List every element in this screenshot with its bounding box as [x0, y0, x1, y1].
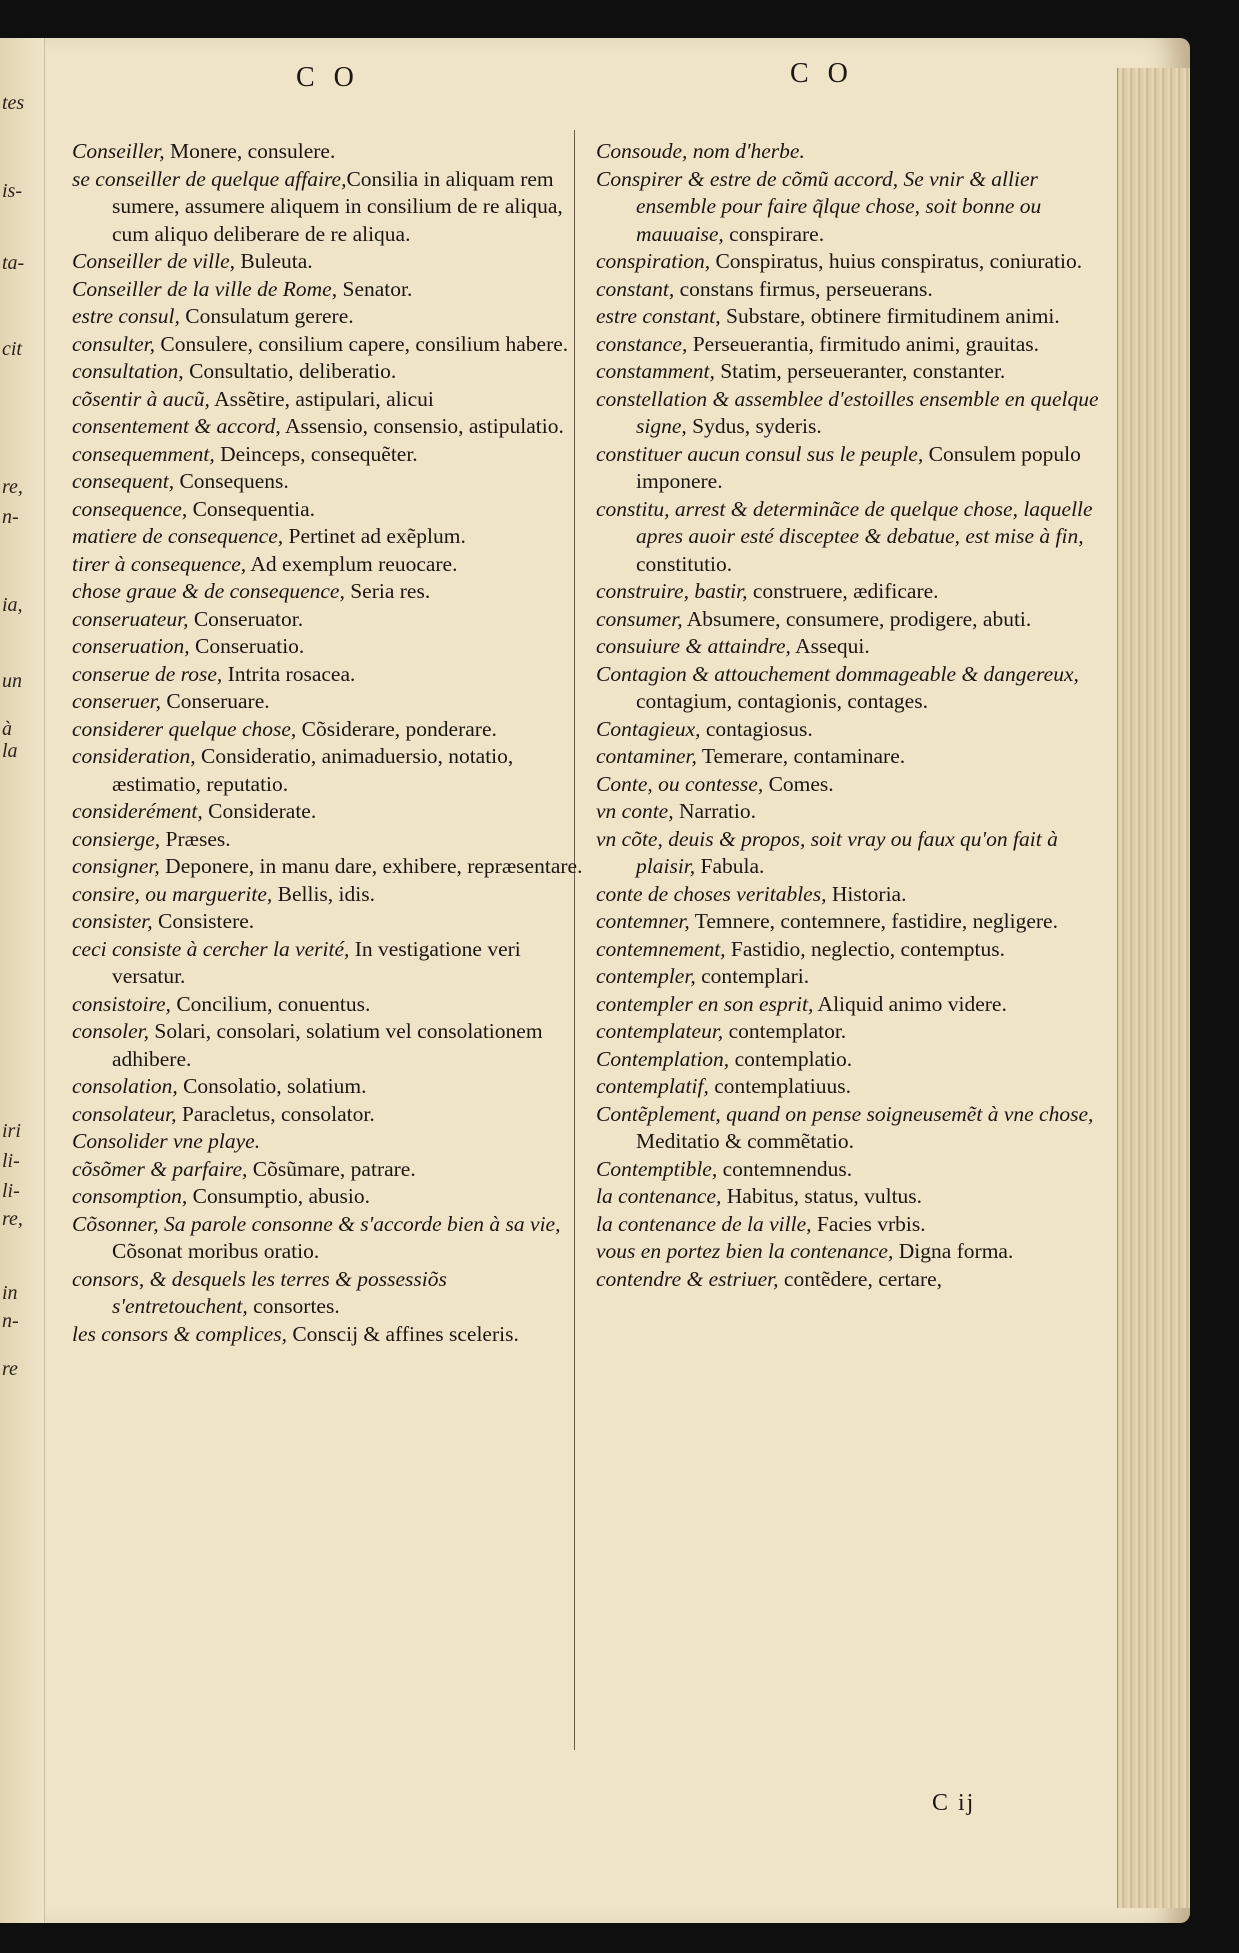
french-headword: consequence,	[72, 496, 188, 521]
dictionary-entry	[596, 578, 1108, 606]
latin-gloss: Habitus, status, vultus.	[721, 1184, 923, 1208]
dictionary-entry	[72, 358, 587, 386]
latin-gloss: contemplatio.	[729, 1046, 853, 1071]
latin-gloss: Absumere, consumere, prodigere, abuti.	[682, 606, 1032, 631]
french-headword: Contẽplement, quand on pense soigneusemẽt à vne chose,	[596, 1101, 1094, 1126]
latin-gloss: Assensio, consensio, astipulatio.	[280, 414, 564, 438]
french-headword: la contenance de la ville,	[596, 1211, 812, 1236]
dictionary-entry	[596, 798, 1108, 826]
latin-gloss: contemnendus.	[717, 1156, 853, 1181]
dictionary-entry	[596, 386, 1108, 441]
dictionary-entry	[72, 826, 587, 854]
dictionary-entry	[596, 963, 1108, 991]
french-headword: Contemplation,	[596, 1046, 730, 1071]
french-headword: consire, ou marguerite,	[72, 881, 273, 906]
french-headword: conte de choses veritables,	[596, 881, 827, 906]
dictionary-entry	[596, 166, 1108, 249]
french-headword: constamment,	[596, 359, 715, 383]
dictionary-entry	[72, 441, 587, 469]
french-headword: consequent,	[72, 469, 175, 493]
dictionary-entry	[72, 578, 587, 606]
dictionary-entry	[596, 743, 1108, 771]
left-column	[72, 138, 587, 1348]
latin-gloss: Assẽtire, astipulari, alicui	[209, 386, 434, 411]
french-headword: estre consul,	[72, 304, 180, 328]
french-headword: considerément,	[72, 799, 203, 823]
latin-gloss: Consequens.	[174, 469, 289, 493]
dictionary-entry	[596, 303, 1108, 331]
french-headword: constituer aucun consul sus le peuple,	[596, 441, 924, 466]
latin-gloss: Monere, consulere.	[164, 139, 336, 163]
latin-gloss: Meditatio & commẽtatio.	[636, 1129, 854, 1153]
dictionary-entry	[72, 633, 587, 661]
french-headword: consistoire,	[72, 991, 171, 1016]
dictionary-entry	[596, 276, 1108, 304]
french-headword: conseruation,	[72, 634, 190, 658]
french-headword: Consolider vne playe.	[72, 1129, 261, 1153]
latin-gloss: Substare, obtinere firmitudinem animi.	[720, 304, 1060, 328]
book-page	[0, 38, 1190, 1923]
latin-gloss: Conspiratus, huius conspiratus, coniuratio.	[710, 249, 1083, 273]
dictionary-entry	[72, 386, 587, 414]
dictionary-entry	[72, 688, 587, 716]
latin-gloss: Aliquid animo videre.	[813, 991, 1007, 1016]
french-headword: consolation,	[72, 1074, 178, 1098]
previous-page-margin	[0, 38, 45, 1923]
latin-gloss: Consolatio, solatium.	[177, 1074, 367, 1098]
french-headword: consolateur,	[72, 1101, 177, 1126]
dictionary-entry	[72, 468, 587, 496]
french-headword: constellation & assemblee d'estoilles ensemble en quelque signe,	[596, 386, 1099, 438]
dictionary-entry	[72, 716, 587, 744]
dictionary-entry	[596, 908, 1108, 936]
french-headword: consultation,	[72, 359, 184, 383]
latin-gloss: Cõsonat moribus oratio.	[112, 1239, 320, 1263]
latin-gloss: Historia.	[826, 881, 907, 906]
french-headword: cõsõmer & parfaire,	[72, 1156, 248, 1181]
french-headword: contemplateur,	[596, 1019, 724, 1043]
latin-gloss: In vestigatione veri versatur.	[112, 936, 521, 988]
french-headword: vn conte,	[596, 799, 674, 823]
french-headword: Conseiller,	[72, 139, 165, 163]
dictionary-entry	[596, 496, 1108, 579]
french-headword: estre constant,	[596, 304, 721, 328]
french-headword: consierge,	[72, 826, 161, 851]
latin-gloss: Narratio.	[673, 799, 756, 823]
running-head-right: C O	[790, 58, 854, 89]
french-headword: Conspirer & estre de cõmũ accord, Se vnir & allier ensemble pour faire q̃lque chose, soit bonne ou mauuaise,	[596, 166, 1042, 246]
latin-gloss: Comes.	[763, 771, 834, 796]
dictionary-entry	[72, 276, 587, 304]
dictionary-entry	[72, 798, 587, 826]
french-headword: Conte, ou contesse,	[596, 771, 764, 796]
french-headword: consentement & accord,	[72, 414, 281, 438]
french-headword: consors, & desquels les terres & possessiõs s'entretouchent,	[72, 1266, 447, 1318]
french-headword: consumer,	[596, 606, 683, 631]
previous-page-fragment: in	[2, 1282, 18, 1304]
latin-gloss: Conseruare.	[160, 689, 270, 713]
latin-gloss: Consistere.	[152, 909, 255, 933]
dictionary-entry	[72, 1101, 587, 1129]
dictionary-entry	[72, 1128, 587, 1156]
french-headword: chose graue & de consequence,	[72, 579, 345, 603]
french-headword: conserue de rose,	[72, 661, 223, 686]
latin-gloss: Facies vrbis.	[811, 1211, 926, 1236]
latin-gloss: contagiosus.	[700, 716, 813, 741]
dictionary-entry	[596, 826, 1108, 881]
dictionary-entry	[596, 1238, 1108, 1266]
french-headword: consequemment,	[72, 441, 215, 466]
french-headword: cõsentir à aucũ,	[72, 386, 210, 411]
dictionary-entry	[72, 853, 587, 881]
dictionary-entry	[596, 881, 1108, 909]
dictionary-entry	[72, 881, 587, 909]
dictionary-entry	[72, 1266, 587, 1321]
latin-gloss: construere, ædificare.	[747, 579, 939, 603]
latin-gloss: Concilium, conuentus.	[170, 991, 371, 1016]
dictionary-entry	[72, 413, 587, 441]
french-headword: considerer quelque chose,	[72, 716, 297, 741]
latin-gloss: contemplator.	[723, 1019, 847, 1043]
previous-page-fragment: un	[2, 670, 22, 692]
french-headword: Contemptible,	[596, 1156, 718, 1181]
latin-gloss: Ad exemplum reuocare.	[246, 551, 458, 576]
dictionary-entry	[596, 1266, 1108, 1294]
french-headword: vn cõte, deuis & propos, soit vray ou faux qu'on fait à plaisir,	[596, 826, 1058, 878]
latin-gloss: Buleuta.	[235, 249, 313, 273]
dictionary-entry	[72, 1156, 587, 1184]
french-headword: consoler,	[72, 1019, 150, 1043]
dictionary-entry	[72, 1073, 587, 1101]
latin-gloss: Consulere, consilium capere, consilium habere.	[155, 331, 569, 356]
dictionary-entry	[596, 441, 1108, 496]
french-headword: contemnement,	[596, 936, 726, 961]
french-headword: consister,	[72, 909, 153, 933]
previous-page-fragment: re	[2, 1358, 18, 1380]
dictionary-entry	[72, 523, 587, 551]
dictionary-entry	[596, 936, 1108, 964]
french-headword: tirer à consequence,	[72, 551, 247, 576]
latin-gloss: Assequi.	[790, 634, 870, 658]
latin-gloss: conspirare.	[723, 221, 825, 246]
french-headword: Conseiller de ville,	[72, 249, 236, 273]
dictionary-entry	[72, 1183, 587, 1211]
previous-page-fragment: iri	[2, 1120, 21, 1142]
latin-gloss: contẽdere, certare,	[778, 1266, 943, 1291]
previous-page-fragment: cit	[2, 338, 22, 360]
dictionary-entry	[596, 1211, 1108, 1239]
dictionary-entry	[72, 606, 587, 634]
french-headword: Contagieux,	[596, 716, 701, 741]
latin-gloss: Deinceps, consequẽter.	[214, 441, 418, 466]
running-head-left: C O	[296, 62, 360, 93]
latin-gloss: Temerare, contaminare.	[696, 744, 906, 768]
dictionary-entry	[596, 1046, 1108, 1074]
dictionary-entry	[72, 166, 587, 249]
latin-gloss: Consultatio, deliberatio.	[183, 359, 397, 383]
dictionary-entry	[596, 716, 1108, 744]
french-headword: consideration,	[72, 744, 196, 768]
previous-page-fragment: is-	[2, 180, 22, 202]
dictionary-entry	[72, 248, 587, 276]
dictionary-entry	[596, 1156, 1108, 1184]
french-headword: conseruer,	[72, 689, 161, 713]
french-headword: matiere de consequence,	[72, 524, 284, 548]
dictionary-entry	[72, 743, 587, 798]
previous-page-fragment: tes	[2, 92, 25, 114]
french-headword: se conseiller de quelque affaire,	[72, 166, 347, 191]
latin-gloss: Conscij & affines sceleris.	[286, 1321, 519, 1346]
dictionary-entry	[596, 1183, 1108, 1211]
dictionary-entry	[72, 991, 587, 1019]
latin-gloss: Considerate.	[202, 799, 317, 823]
latin-gloss: Seria res.	[344, 579, 431, 603]
french-headword: consomption,	[72, 1184, 188, 1208]
latin-gloss: Præses.	[160, 826, 231, 851]
latin-gloss: Consumptio, abusio.	[187, 1184, 371, 1208]
previous-page-fragment: li-	[2, 1150, 20, 1172]
latin-gloss: Consulatum gerere.	[179, 304, 354, 328]
french-headword: ceci consiste à cercher la verité,	[72, 936, 350, 961]
previous-page-fragment: re,	[2, 1208, 23, 1230]
french-headword: contemner,	[596, 909, 690, 933]
dictionary-entry	[72, 1321, 587, 1349]
dictionary-entry	[72, 138, 587, 166]
dictionary-entry	[596, 331, 1108, 359]
french-headword: contempler en son esprit,	[596, 991, 814, 1016]
dictionary-entry	[72, 908, 587, 936]
dictionary-entry	[72, 936, 587, 991]
previous-page-fragment: re,	[2, 476, 23, 498]
french-headword: conseruateur,	[72, 606, 189, 631]
previous-page-fragment: n-	[2, 506, 19, 528]
french-headword: construire, bastir,	[596, 579, 748, 603]
dictionary-entry	[72, 496, 587, 524]
signature-mark: C ij	[932, 1790, 976, 1816]
french-headword: constitu, arrest & determinãce de quelque chose, laquelle apres auoir esté disceptee & debatue, est mise à fin,	[596, 496, 1093, 548]
previous-page-fragment: n-	[2, 1310, 19, 1332]
latin-gloss: Consequentia.	[187, 496, 316, 521]
french-headword: consulter,	[72, 331, 156, 356]
dictionary-entry	[72, 661, 587, 689]
latin-gloss: Intrita rosacea.	[222, 661, 356, 686]
latin-gloss: Fastidio, neglectio, contemptus.	[725, 936, 1006, 961]
latin-gloss: contemplari.	[695, 964, 810, 988]
dictionary-entry	[596, 358, 1108, 386]
latin-gloss: contemplatiuus.	[708, 1074, 851, 1098]
dictionary-entry	[72, 331, 587, 359]
french-headword: les consors & complices,	[72, 1321, 287, 1346]
french-headword: contaminer,	[596, 744, 697, 768]
french-headword: contendre & estriuer,	[596, 1266, 779, 1291]
dictionary-entry	[596, 248, 1108, 276]
dictionary-entry	[72, 551, 587, 579]
latin-gloss: Consulem populo imponere.	[636, 441, 1081, 493]
latin-gloss: Paracletus, consolator.	[176, 1101, 375, 1126]
dictionary-entry	[596, 1101, 1108, 1156]
dictionary-entry	[596, 991, 1108, 1019]
previous-page-fragment: li-	[2, 1180, 20, 1202]
latin-gloss: Cõsiderare, ponderare.	[296, 716, 497, 741]
dictionary-entry	[596, 1073, 1108, 1101]
french-headword: consuiure & attaindre,	[596, 634, 791, 658]
latin-gloss: Consilia in aliquam rem sumere, assumere aliquem in consilium de re aliqua, cum aliquo deliberare de re aliqua.	[112, 166, 563, 246]
latin-gloss: Bellis, idis.	[272, 881, 375, 906]
french-headword: Cõsonner, Sa parole consonne & s'accorde bien à sa vie,	[72, 1211, 561, 1236]
french-headword: Contagion & attouchement dommageable & dangereux,	[596, 661, 1079, 686]
latin-gloss: Perseuerantia, firmitudo animi, grauitas.	[687, 331, 1040, 356]
french-headword: conspiration,	[596, 249, 711, 273]
latin-gloss: contagium, contagionis, contages.	[636, 689, 928, 713]
french-headword: constance,	[596, 331, 688, 356]
latin-gloss: Deponere, in manu dare, exhibere, repræsentare.	[159, 854, 583, 878]
french-headword: consigner,	[72, 854, 160, 878]
dictionary-entry	[72, 1211, 587, 1266]
previous-page-fragment: ta-	[2, 252, 25, 274]
latin-gloss: Consideratio, animaduersio, notatio, æstimatio, reputatio.	[112, 744, 514, 796]
right-column	[596, 138, 1108, 1293]
dictionary-entry	[596, 606, 1108, 634]
latin-gloss: Digna forma.	[893, 1239, 1014, 1263]
dictionary-entry	[596, 1018, 1108, 1046]
previous-page-fragment: à	[2, 718, 12, 740]
french-headword: Consoude, nom d'herbe.	[596, 139, 805, 163]
latin-gloss: Pertinet ad exẽplum.	[283, 524, 466, 548]
latin-gloss: Conseruator.	[188, 606, 304, 631]
latin-gloss: Senator.	[337, 276, 413, 301]
dictionary-entry	[596, 661, 1108, 716]
french-headword: Conseiller de la ville de Rome,	[72, 276, 338, 301]
latin-gloss: constans firmus, perseuerans.	[674, 276, 933, 301]
latin-gloss: Conseruatio.	[189, 634, 305, 658]
latin-gloss: Fabula.	[695, 854, 765, 878]
dictionary-entry	[72, 303, 587, 331]
latin-gloss: Cõsũmare, patrare.	[247, 1156, 416, 1181]
dictionary-entry	[596, 138, 1108, 166]
latin-gloss: constitutio.	[636, 551, 733, 576]
dictionary-entry	[596, 771, 1108, 799]
previous-page-fragment: ia,	[2, 594, 23, 616]
latin-gloss: Temnere, contemnere, fastidire, negligere.	[689, 909, 1058, 933]
page-edges	[1117, 68, 1190, 1908]
french-headword: contemplatif,	[596, 1074, 709, 1098]
previous-page-fragment: la	[2, 740, 18, 762]
dictionary-entry	[72, 1018, 587, 1073]
latin-gloss: Statim, perseueranter, constanter.	[714, 359, 1006, 383]
dictionary-entry	[596, 633, 1108, 661]
latin-gloss: Sydus, syderis.	[686, 414, 822, 438]
french-headword: constant,	[596, 276, 675, 301]
french-headword: la contenance,	[596, 1184, 722, 1208]
french-headword: contempler,	[596, 964, 696, 988]
latin-gloss: Solari, consolari, solatium vel consolationem adhibere.	[112, 1019, 543, 1071]
latin-gloss: consortes.	[247, 1294, 340, 1318]
french-headword: vous en portez bien la contenance,	[596, 1239, 894, 1263]
